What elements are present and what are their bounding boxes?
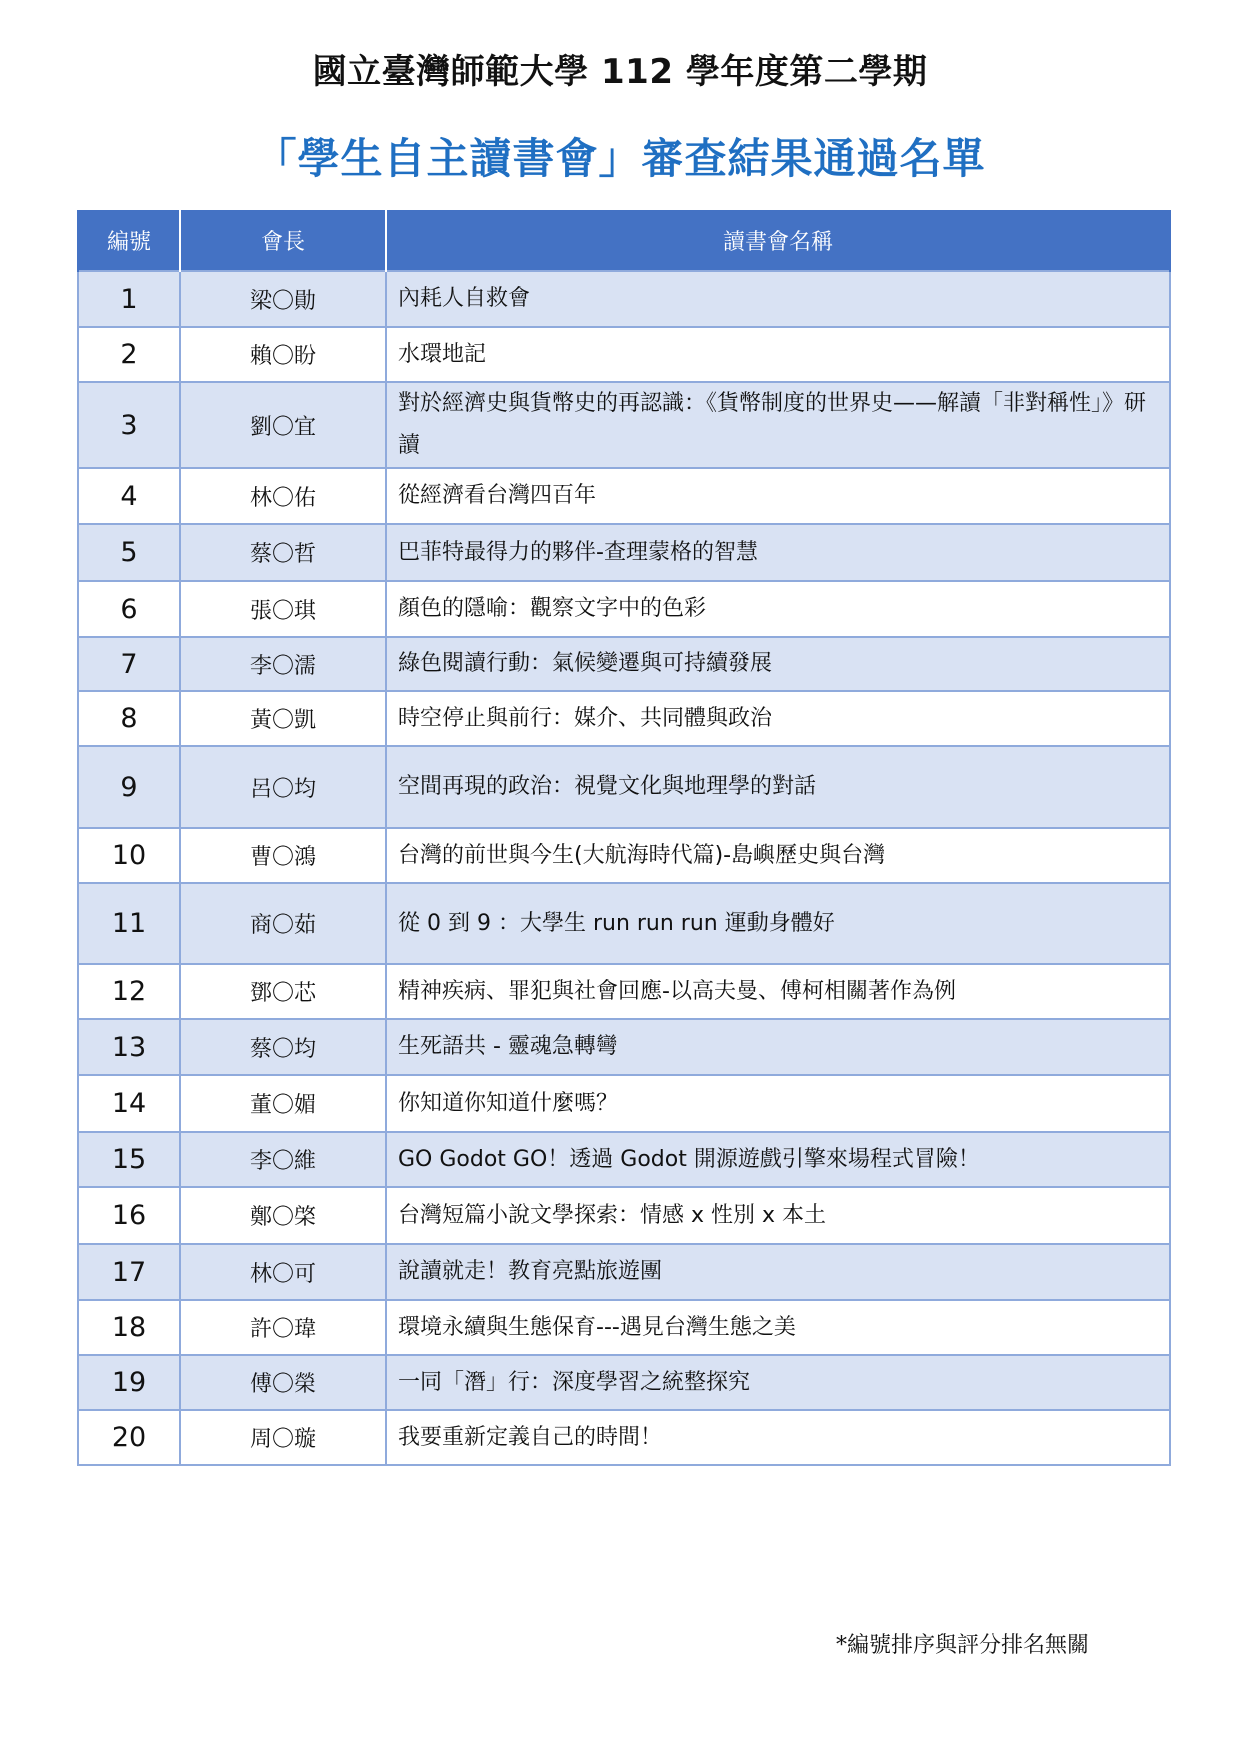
table-row bbox=[78, 327, 1170, 382]
row-number: 18 bbox=[78, 1300, 180, 1355]
row-leader: 李〇維 bbox=[180, 1132, 386, 1187]
table-row bbox=[78, 1075, 1170, 1132]
row-leader: 蔡〇均 bbox=[180, 1019, 386, 1075]
row-leader: 賴〇盼 bbox=[180, 327, 386, 382]
row-club-name: 從經濟看台灣四百年 bbox=[386, 468, 1170, 524]
header-leader: 會長 bbox=[180, 210, 386, 271]
table-row bbox=[78, 1132, 1170, 1187]
row-leader: 董〇媚 bbox=[180, 1075, 386, 1132]
results-table bbox=[77, 210, 1171, 1466]
row-club-name: GO Godot GO！透過 Godot 開源遊戲引擎來場程式冒險！ bbox=[386, 1132, 1170, 1187]
page-subtitle: 「學生自主讀書會」審查結果通過名單 bbox=[254, 134, 986, 183]
table-body bbox=[78, 271, 1170, 1465]
table-row bbox=[78, 468, 1170, 524]
row-club-name: 巴菲特最得力的夥伴-查理蒙格的智慧 bbox=[386, 524, 1170, 581]
row-leader: 林〇佑 bbox=[180, 468, 386, 524]
header-number: 編號 bbox=[78, 210, 180, 271]
table-row bbox=[78, 1187, 1170, 1244]
row-club-name: 生死語共 - 靈魂急轉彎 bbox=[386, 1019, 1170, 1075]
row-leader: 林〇可 bbox=[180, 1244, 386, 1300]
row-club-name: 內耗人自救會 bbox=[386, 271, 1170, 327]
row-number: 8 bbox=[78, 691, 180, 746]
row-leader: 許〇瑋 bbox=[180, 1300, 386, 1355]
row-number: 7 bbox=[78, 637, 180, 691]
row-number: 20 bbox=[78, 1410, 180, 1465]
row-club-name: 空間再現的政治：視覺文化與地理學的對話 bbox=[386, 746, 1170, 828]
row-club-name: 從 0 到 9 ：大學生 run run run 運動身體好 bbox=[386, 883, 1170, 964]
row-club-name: 我要重新定義自己的時間！ bbox=[386, 1410, 1170, 1465]
row-number: 10 bbox=[78, 828, 180, 883]
row-number: 6 bbox=[78, 581, 180, 637]
row-leader: 李〇濡 bbox=[180, 637, 386, 691]
table-row bbox=[78, 271, 1170, 327]
row-leader: 鄧〇芯 bbox=[180, 964, 386, 1019]
table-row bbox=[78, 1410, 1170, 1465]
row-leader: 商〇茹 bbox=[180, 883, 386, 964]
row-number: 19 bbox=[78, 1355, 180, 1410]
row-club-name: 你知道你知道什麼嗎？ bbox=[386, 1075, 1170, 1132]
row-club-name: 對於經濟史與貨幣史的再認識：《貨幣制度的世界史——解讀「非對稱性」》研讀 bbox=[386, 382, 1170, 468]
row-leader: 傅〇榮 bbox=[180, 1355, 386, 1410]
table-row bbox=[78, 1300, 1170, 1355]
row-leader: 劉〇宜 bbox=[180, 382, 386, 468]
row-leader: 黃〇凱 bbox=[180, 691, 386, 746]
row-club-name: 說讀就走！教育亮點旅遊團 bbox=[386, 1244, 1170, 1300]
table-row bbox=[78, 828, 1170, 883]
row-number: 4 bbox=[78, 468, 180, 524]
row-number: 13 bbox=[78, 1019, 180, 1075]
row-leader: 張〇琪 bbox=[180, 581, 386, 637]
row-leader: 曹〇鴻 bbox=[180, 828, 386, 883]
row-number: 1 bbox=[78, 271, 180, 327]
row-club-name: 時空停止與前行：媒介、共同體與政治 bbox=[386, 691, 1170, 746]
row-number: 11 bbox=[78, 883, 180, 964]
header-club-name: 讀書會名稱 bbox=[386, 210, 1170, 271]
table-row bbox=[78, 1355, 1170, 1410]
row-leader: 呂〇均 bbox=[180, 746, 386, 828]
row-club-name: 台灣的前世與今生(大航海時代篇)-島嶼歷史與台灣 bbox=[386, 828, 1170, 883]
row-leader: 鄭〇棨 bbox=[180, 1187, 386, 1244]
table-row bbox=[78, 691, 1170, 746]
row-number: 12 bbox=[78, 964, 180, 1019]
row-club-name: 精神疾病、罪犯與社會回應-以高夫曼、傅柯相關著作為例 bbox=[386, 964, 1170, 1019]
table-row bbox=[78, 581, 1170, 637]
table-row bbox=[78, 1019, 1170, 1075]
footnote: *編號排序與評分排名無關 bbox=[836, 1633, 1090, 1658]
row-leader: 周〇璇 bbox=[180, 1410, 386, 1465]
row-club-name: 顏色的隱喻：觀察文字中的色彩 bbox=[386, 581, 1170, 637]
table-row bbox=[78, 964, 1170, 1019]
table-row bbox=[78, 637, 1170, 691]
page-title: 國立臺灣師範大學 112 學年度第二學期 bbox=[312, 52, 928, 92]
table-row bbox=[78, 746, 1170, 828]
row-club-name: 水環地記 bbox=[386, 327, 1170, 382]
table-row bbox=[78, 1244, 1170, 1300]
row-leader: 蔡〇哲 bbox=[180, 524, 386, 581]
row-number: 14 bbox=[78, 1075, 180, 1132]
row-number: 15 bbox=[78, 1132, 180, 1187]
row-club-name: 台灣短篇小說文學探索：情感 x 性別 x 本土 bbox=[386, 1187, 1170, 1244]
row-number: 2 bbox=[78, 327, 180, 382]
row-number: 9 bbox=[78, 746, 180, 828]
row-number: 3 bbox=[78, 382, 180, 468]
table-row bbox=[78, 883, 1170, 964]
row-number: 17 bbox=[78, 1244, 180, 1300]
row-leader: 梁〇勛 bbox=[180, 271, 386, 327]
row-number: 5 bbox=[78, 524, 180, 581]
row-club-name: 綠色閱讀行動：氣候變遷與可持續發展 bbox=[386, 637, 1170, 691]
row-club-name: 一同「潛」行：深度學習之統整探究 bbox=[386, 1355, 1170, 1410]
table-row bbox=[78, 382, 1170, 468]
table-row bbox=[78, 524, 1170, 581]
row-number: 16 bbox=[78, 1187, 180, 1244]
table-header-row bbox=[78, 210, 1170, 271]
row-club-name: 環境永續與生態保育---遇見台灣生態之美 bbox=[386, 1300, 1170, 1355]
